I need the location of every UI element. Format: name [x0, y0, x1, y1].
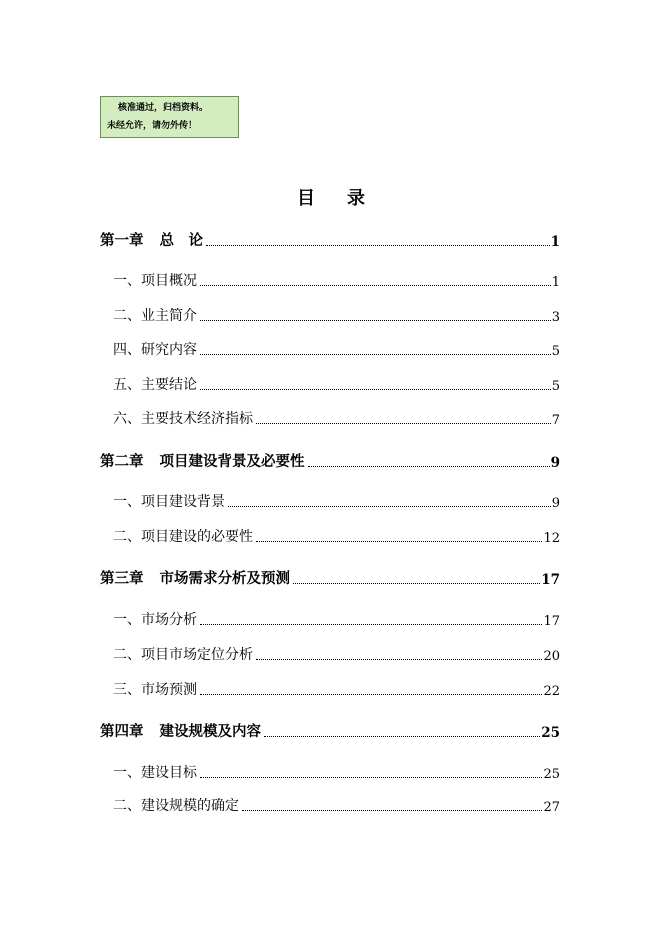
- toc-entry-number: 一、: [113, 765, 141, 781]
- toc-entry-page: 12: [543, 531, 560, 546]
- toc-section-3-2[interactable]: [100, 642, 560, 664]
- toc-entry-page: 17: [541, 572, 560, 588]
- toc-entry-number: 一、: [113, 494, 141, 510]
- toc-entry-title: 主要技术经济指标: [141, 411, 253, 427]
- toc-leader-dots: [308, 466, 550, 467]
- toc-leader-dots: [242, 810, 542, 811]
- toc-entry-title: 建设规模的确定: [141, 798, 239, 814]
- toc-entry-page: 25: [543, 767, 560, 782]
- toc-entry-title: 项目建设背景及必要性: [159, 453, 305, 470]
- toc-entry-page: 25: [541, 725, 560, 741]
- toc-entry-number: 二、: [113, 529, 141, 545]
- toc-entry-page: 22: [543, 684, 560, 699]
- toc-leader-dots: [200, 694, 542, 695]
- toc-entry-number: 第二章: [100, 453, 144, 470]
- toc-entry-title: 主要结论: [141, 377, 197, 393]
- toc-title-char-2: 录: [347, 188, 365, 209]
- toc-section-1-1[interactable]: [100, 268, 560, 290]
- toc-entry-page: 1: [551, 275, 560, 290]
- notice-line-2: 未经允许，请勿外传！: [107, 121, 198, 131]
- toc-leader-dots: [256, 659, 542, 660]
- toc-section-2-2[interactable]: [100, 524, 560, 546]
- toc-entry-page: 3: [551, 310, 560, 325]
- toc-entry-title: 建设规模及内容: [159, 723, 261, 740]
- toc-chapter-2[interactable]: [100, 449, 560, 471]
- toc-entry-number: 四、: [113, 342, 141, 358]
- toc-section-4-2[interactable]: [100, 793, 560, 815]
- toc-entry-page: 5: [551, 344, 560, 359]
- toc-entry-title: 项目建设的必要性: [141, 529, 253, 545]
- toc-entry-number: 三、: [113, 682, 141, 698]
- toc-entry-title: 项目建设背景: [141, 494, 225, 510]
- toc-leader-dots: [293, 583, 540, 584]
- toc-entry-number: 六、: [113, 411, 141, 427]
- toc-entry-page: 20: [543, 649, 560, 664]
- toc-leader-dots: [264, 736, 540, 737]
- toc-chapter-4[interactable]: [100, 719, 560, 741]
- toc-leader-dots: [206, 245, 550, 246]
- toc-entry-number: 第三章: [100, 570, 144, 587]
- toc-section-3-1[interactable]: [100, 607, 560, 629]
- toc-chapter-3[interactable]: [100, 566, 560, 588]
- toc-leader-dots: [200, 320, 551, 321]
- toc-section-2-1[interactable]: [100, 489, 560, 511]
- toc-leader-dots: [200, 389, 551, 390]
- toc-leader-dots: [256, 541, 542, 542]
- toc-title-char-1: 目: [297, 188, 315, 209]
- toc-leader-dots: [200, 285, 551, 286]
- toc-entry-page: 9: [551, 496, 560, 511]
- toc-section-3-3[interactable]: [100, 677, 560, 699]
- toc-entry-title: 市场分析: [141, 612, 197, 628]
- toc-entry-title: 总 论: [159, 232, 203, 249]
- toc-leader-dots: [200, 624, 542, 625]
- toc-entry-number: 五、: [113, 377, 141, 393]
- toc-section-1-6[interactable]: [100, 406, 560, 428]
- toc-entry-page: 17: [543, 614, 560, 629]
- toc-entry-page: 1: [550, 234, 560, 250]
- toc-leader-dots: [200, 777, 542, 778]
- toc-entry-page: 5: [551, 379, 560, 394]
- toc-entry-title: 业主简介: [141, 308, 197, 324]
- notice-line-1: 核准通过，归档资料。: [118, 103, 209, 113]
- approval-notice-box: [100, 96, 239, 138]
- toc-section-4-1[interactable]: [100, 760, 560, 782]
- toc-section-1-4[interactable]: [100, 337, 560, 359]
- toc-entry-title: 项目市场定位分析: [141, 647, 253, 663]
- toc-entry-title: 研究内容: [141, 342, 197, 358]
- toc-entry-number: 第四章: [100, 723, 144, 740]
- toc-chapter-1[interactable]: [100, 228, 560, 250]
- toc-title: [0, 184, 662, 210]
- toc-leader-dots: [228, 506, 551, 507]
- toc-entry-title: 建设目标: [141, 765, 197, 781]
- toc-section-1-5[interactable]: [100, 372, 560, 394]
- toc-leader-dots: [256, 423, 551, 424]
- toc-entry-number: 一、: [113, 612, 141, 628]
- toc-entry-title: 项目概况: [141, 273, 197, 289]
- toc-entry-number: 一、: [113, 273, 141, 289]
- toc-entry-number: 二、: [113, 308, 141, 324]
- toc-entry-title: 市场预测: [141, 682, 197, 698]
- toc-entry-number: 第一章: [100, 232, 144, 249]
- toc-entry-number: 二、: [113, 798, 141, 814]
- toc-leader-dots: [200, 354, 551, 355]
- toc-entry-title: 市场需求分析及预测: [159, 570, 290, 587]
- toc-entry-page: 27: [543, 800, 560, 815]
- toc-entry-page: 9: [550, 455, 560, 471]
- toc-entry-page: 7: [551, 413, 560, 428]
- toc-entry-number: 二、: [113, 647, 141, 663]
- toc-section-1-2[interactable]: [100, 303, 560, 325]
